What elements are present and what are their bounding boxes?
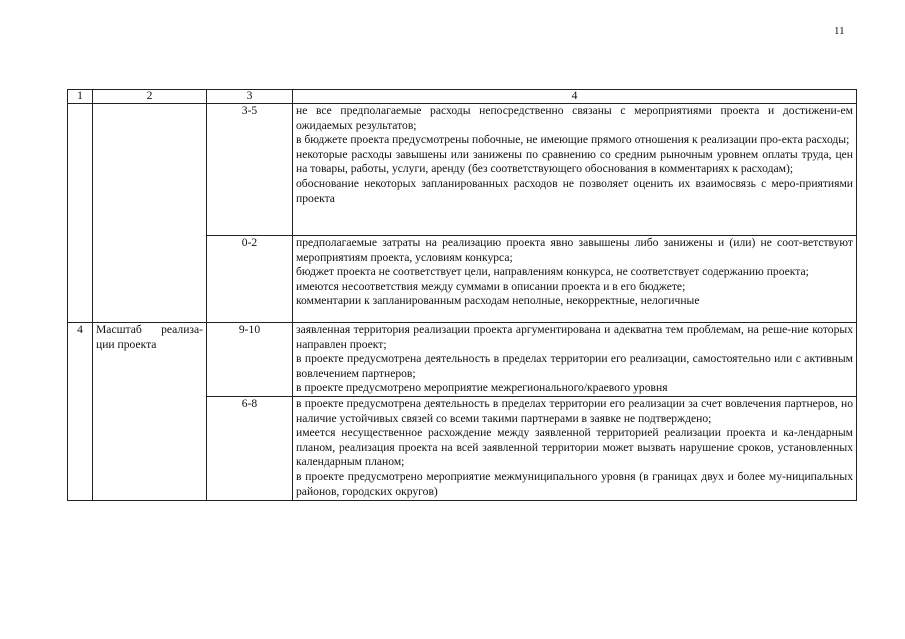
description-line: имеются несоответствия между суммами в описании проекта и в его бюджете; [296, 279, 686, 293]
column-header-1: 1 [68, 90, 93, 104]
table-row [68, 104, 857, 236]
description-line: обоснование некоторых запланированных расходов не позволяет оценить их взаимосвязь с меро-приятиями проекта [296, 176, 853, 205]
description-line: заявленная территория реализации проекта аргументирована и адекватна тем проблемам, на реше-ние которых направлен проект; [296, 323, 853, 351]
description-line: в бюджете проекта предусмотрены побочные, не имеющие прямого отношения к реализации про-екта расходы; [296, 133, 850, 147]
description-line: бюджет проекта не соответствует цели, направлениям конкурса, не соответствует содержанию проекта; [296, 265, 809, 279]
description-line: в проекте предусмотрено мероприятие межмуниципального уровня (в границах двух и более му-ниципальных районов, городских округов) [296, 469, 853, 498]
description-cell [293, 236, 857, 323]
criteria-table [67, 89, 857, 501]
page-number: 11 [834, 25, 845, 37]
score-cell: 0-2 [207, 236, 293, 323]
column-header-2: 2 [93, 90, 207, 104]
table-header-row [68, 90, 857, 104]
description-line: предполагаемые затраты на реализацию проекта явно завышены либо занижены и (или) не соот-ветствуют мероприятиям проекта, условиям конкурса; [296, 236, 853, 264]
table-row [68, 323, 857, 397]
score-cell: 6-8 [207, 397, 293, 501]
criterion-name-cell: Масштаб реализа-ции проекта [93, 323, 207, 501]
description-line: не все предполагаемые расходы непосредственно связаны с мероприятиями проекта и достижени-ем ожидаемых результатов; [296, 104, 853, 132]
description-line: некоторые расходы завышены или занижены по сравнению со средним рыночным уровнем оплаты труда, цен на товары, работы, услуги, аренду (без соответствующего обоснования в комментариях к расходам); [296, 147, 853, 176]
description-cell [293, 397, 857, 501]
criterion-name-cell [93, 104, 207, 323]
column-header-3: 3 [207, 90, 293, 104]
description-cell [293, 323, 857, 397]
description-line: имеется несущественное расхождение между заявленной территорией реализации проекта и ка-лендарным планом, реализация проекта на всей заявленной территории может вызвать нарушение сроков, установленных календарным планом; [296, 426, 853, 469]
description-line: в проекте предусмотрено мероприятие межрегионального/краевого уровня [296, 381, 668, 395]
criterion-number-cell [68, 104, 93, 323]
description-cell [293, 104, 857, 236]
description-line: в проекте предусмотрена деятельность в пределах территории его реализации, самостоятельно или с активным вовлечением партнеров; [296, 352, 853, 380]
score-cell: 3-5 [207, 104, 293, 236]
score-cell: 9-10 [207, 323, 293, 397]
description-line: в проекте предусмотрена деятельность в пределах территории его реализации за счет вовлечения партнеров, но наличие устойчивых связей со всеми такими партнерами в заявке не подтверждено; [296, 397, 853, 425]
criterion-number-cell: 4 [68, 323, 93, 501]
description-line: комментарии к запланированным расходам неполные, некорректные, нелогичные [296, 294, 700, 308]
column-header-4: 4 [293, 90, 857, 104]
